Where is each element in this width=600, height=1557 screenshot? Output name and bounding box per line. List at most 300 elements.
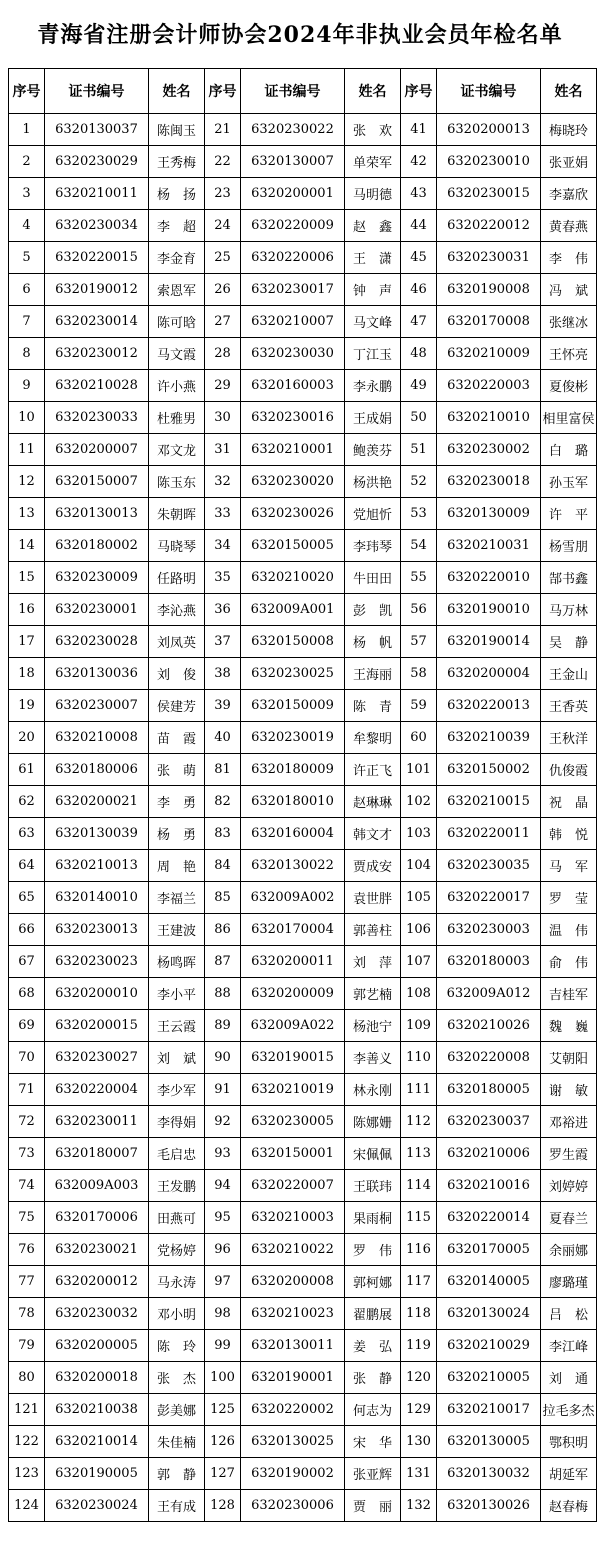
cell-cert-no: 6320230026 xyxy=(241,498,345,530)
cell-name: 索恩军 xyxy=(149,274,205,306)
table-row xyxy=(9,498,597,530)
cell-cert-no: 6320210005 xyxy=(437,1362,541,1394)
cell-name: 罗 伟 xyxy=(345,1234,401,1266)
cell-seq: 51 xyxy=(401,434,437,466)
cell-name: 郭善柱 xyxy=(345,914,401,946)
cell-seq: 108 xyxy=(401,978,437,1010)
cell-name: 孙玉军 xyxy=(541,466,597,498)
cell-seq: 96 xyxy=(205,1234,241,1266)
cell-cert-no: 6320190002 xyxy=(241,1458,345,1490)
cell-seq: 52 xyxy=(401,466,437,498)
cell-name: 鲍羡芬 xyxy=(345,434,401,466)
cell-seq: 61 xyxy=(9,754,45,786)
cell-seq: 101 xyxy=(401,754,437,786)
cell-seq: 50 xyxy=(401,402,437,434)
cell-seq: 126 xyxy=(205,1426,241,1458)
cell-name: 单荣军 xyxy=(345,146,401,178)
cell-name: 钟 声 xyxy=(345,274,401,306)
cell-seq: 14 xyxy=(9,530,45,562)
cell-name: 邓小明 xyxy=(149,1298,205,1330)
cell-cert-no: 6320130039 xyxy=(45,818,149,850)
cell-name: 张 杰 xyxy=(149,1362,205,1394)
cell-seq: 20 xyxy=(9,722,45,754)
cell-seq: 18 xyxy=(9,658,45,690)
cell-seq: 93 xyxy=(205,1138,241,1170)
cell-cert-no: 6320200018 xyxy=(45,1362,149,1394)
cell-name: 刘 斌 xyxy=(149,1042,205,1074)
cell-name: 祝 晶 xyxy=(541,786,597,818)
cell-seq: 103 xyxy=(401,818,437,850)
cell-seq: 82 xyxy=(205,786,241,818)
cell-seq: 15 xyxy=(9,562,45,594)
cell-seq: 130 xyxy=(401,1426,437,1458)
cell-name: 仇俊霞 xyxy=(541,754,597,786)
table-row xyxy=(9,1170,597,1202)
cell-seq: 42 xyxy=(401,146,437,178)
table-row xyxy=(9,914,597,946)
cell-cert-no: 6320230020 xyxy=(241,466,345,498)
cell-name: 白 璐 xyxy=(541,434,597,466)
table-row xyxy=(9,1234,597,1266)
cell-cert-no: 6320180003 xyxy=(437,946,541,978)
cell-seq: 33 xyxy=(205,498,241,530)
cell-cert-no: 6320230022 xyxy=(241,114,345,146)
cell-name: 夏春兰 xyxy=(541,1202,597,1234)
cell-name: 张继冰 xyxy=(541,306,597,338)
table-row xyxy=(9,658,597,690)
cell-cert-no: 6320130011 xyxy=(241,1330,345,1362)
cell-seq: 11 xyxy=(9,434,45,466)
cell-seq: 17 xyxy=(9,626,45,658)
cell-seq: 7 xyxy=(9,306,45,338)
cell-seq: 8 xyxy=(9,338,45,370)
cell-name: 吕 松 xyxy=(541,1298,597,1330)
cell-cert-no: 6320150005 xyxy=(241,530,345,562)
cell-name: 杨雪朋 xyxy=(541,530,597,562)
cell-cert-no: 6320200013 xyxy=(437,114,541,146)
cell-seq: 66 xyxy=(9,914,45,946)
cell-cert-no: 632009A012 xyxy=(437,978,541,1010)
cell-cert-no: 6320130025 xyxy=(241,1426,345,1458)
cell-seq: 115 xyxy=(401,1202,437,1234)
cell-cert-no: 632009A003 xyxy=(45,1170,149,1202)
cell-seq: 28 xyxy=(205,338,241,370)
cell-name: 邓文龙 xyxy=(149,434,205,466)
cell-name: 牛田田 xyxy=(345,562,401,594)
table-row xyxy=(9,402,597,434)
cell-name: 王联玮 xyxy=(345,1170,401,1202)
header-cert-no: 证书编号 xyxy=(241,69,345,114)
cell-seq: 70 xyxy=(9,1042,45,1074)
cell-seq: 76 xyxy=(9,1234,45,1266)
cell-seq: 132 xyxy=(401,1490,437,1522)
cell-cert-no: 6320230031 xyxy=(437,242,541,274)
cell-seq: 100 xyxy=(205,1362,241,1394)
cell-cert-no: 6320230007 xyxy=(45,690,149,722)
cell-cert-no: 6320180002 xyxy=(45,530,149,562)
cell-seq: 102 xyxy=(401,786,437,818)
cell-name: 林永刚 xyxy=(345,1074,401,1106)
cell-cert-no: 6320190008 xyxy=(437,274,541,306)
cell-name: 李江峰 xyxy=(541,1330,597,1362)
cell-seq: 84 xyxy=(205,850,241,882)
cell-cert-no: 6320210019 xyxy=(241,1074,345,1106)
cell-seq: 35 xyxy=(205,562,241,594)
cell-seq: 5 xyxy=(9,242,45,274)
table-row xyxy=(9,1042,597,1074)
cell-seq: 71 xyxy=(9,1074,45,1106)
cell-cert-no: 6320180006 xyxy=(45,754,149,786)
cell-seq: 72 xyxy=(9,1106,45,1138)
cell-name: 谢 敏 xyxy=(541,1074,597,1106)
cell-name: 刘 通 xyxy=(541,1362,597,1394)
table-row xyxy=(9,306,597,338)
cell-seq: 128 xyxy=(205,1490,241,1522)
table-row xyxy=(9,754,597,786)
cell-name: 刘 俊 xyxy=(149,658,205,690)
cell-name: 杨鸣晖 xyxy=(149,946,205,978)
cell-seq: 75 xyxy=(9,1202,45,1234)
cell-name: 李少军 xyxy=(149,1074,205,1106)
table-row xyxy=(9,242,597,274)
cell-seq: 113 xyxy=(401,1138,437,1170)
table-row xyxy=(9,1202,597,1234)
cell-seq: 69 xyxy=(9,1010,45,1042)
cell-cert-no: 6320230014 xyxy=(45,306,149,338)
cell-cert-no: 6320230010 xyxy=(437,146,541,178)
cell-name: 陈 玲 xyxy=(149,1330,205,1362)
table-row xyxy=(9,1490,597,1522)
table-row xyxy=(9,114,597,146)
cell-seq: 23 xyxy=(205,178,241,210)
table-row xyxy=(9,466,597,498)
cell-cert-no: 6320200001 xyxy=(241,178,345,210)
cell-seq: 86 xyxy=(205,914,241,946)
cell-name: 夏俊彬 xyxy=(541,370,597,402)
table-row xyxy=(9,434,597,466)
cell-cert-no: 6320210029 xyxy=(437,1330,541,1362)
cell-cert-no: 6320190012 xyxy=(45,274,149,306)
cell-seq: 48 xyxy=(401,338,437,370)
cell-name: 王 潇 xyxy=(345,242,401,274)
cell-name: 拉毛多杰 xyxy=(541,1394,597,1426)
cell-seq: 83 xyxy=(205,818,241,850)
cell-cert-no: 6320230001 xyxy=(45,594,149,626)
table-row xyxy=(9,882,597,914)
cell-name: 杜雅男 xyxy=(149,402,205,434)
cell-seq: 122 xyxy=(9,1426,45,1458)
cell-cert-no: 6320180007 xyxy=(45,1138,149,1170)
table-row xyxy=(9,1330,597,1362)
cell-name: 彭 凯 xyxy=(345,594,401,626)
cell-seq: 107 xyxy=(401,946,437,978)
cell-cert-no: 6320180005 xyxy=(437,1074,541,1106)
cell-seq: 54 xyxy=(401,530,437,562)
cell-cert-no: 6320150009 xyxy=(241,690,345,722)
cell-name: 李金育 xyxy=(149,242,205,274)
cell-cert-no: 632009A002 xyxy=(241,882,345,914)
cell-seq: 91 xyxy=(205,1074,241,1106)
cell-cert-no: 6320200009 xyxy=(241,978,345,1010)
cell-name: 李玮琴 xyxy=(345,530,401,562)
cell-seq: 88 xyxy=(205,978,241,1010)
cell-name: 陈可晗 xyxy=(149,306,205,338)
cell-cert-no: 6320230034 xyxy=(45,210,149,242)
cell-name: 李永鹏 xyxy=(345,370,401,402)
cell-name: 毛启忠 xyxy=(149,1138,205,1170)
cell-cert-no: 6320210022 xyxy=(241,1234,345,1266)
cell-cert-no: 6320230023 xyxy=(45,946,149,978)
cell-cert-no: 6320170004 xyxy=(241,914,345,946)
cell-name: 王成娟 xyxy=(345,402,401,434)
cell-name: 果雨桐 xyxy=(345,1202,401,1234)
cell-seq: 98 xyxy=(205,1298,241,1330)
cell-name: 马文峰 xyxy=(345,306,401,338)
cell-seq: 1 xyxy=(9,114,45,146)
cell-cert-no: 6320220010 xyxy=(437,562,541,594)
cell-cert-no: 6320210017 xyxy=(437,1394,541,1426)
cell-seq: 30 xyxy=(205,402,241,434)
cell-cert-no: 6320230017 xyxy=(241,274,345,306)
cell-seq: 129 xyxy=(401,1394,437,1426)
cell-cert-no: 6320200015 xyxy=(45,1010,149,1042)
cell-name: 郭 静 xyxy=(149,1458,205,1490)
table-row xyxy=(9,1010,597,1042)
cell-name: 刘 萍 xyxy=(345,946,401,978)
cell-seq: 4 xyxy=(9,210,45,242)
cell-name: 苗 霞 xyxy=(149,722,205,754)
cell-seq: 73 xyxy=(9,1138,45,1170)
cell-seq: 24 xyxy=(205,210,241,242)
cell-cert-no: 6320220006 xyxy=(241,242,345,274)
cell-name: 郜书鑫 xyxy=(541,562,597,594)
cell-seq: 89 xyxy=(205,1010,241,1042)
cell-cert-no: 6320130024 xyxy=(437,1298,541,1330)
cell-cert-no: 6320150001 xyxy=(241,1138,345,1170)
cell-cert-no: 6320220014 xyxy=(437,1202,541,1234)
cell-cert-no: 6320230006 xyxy=(241,1490,345,1522)
cell-name: 马万林 xyxy=(541,594,597,626)
cell-name: 梅晓玲 xyxy=(541,114,597,146)
table-row xyxy=(9,210,597,242)
header-seq: 序号 xyxy=(401,69,437,114)
cell-cert-no: 6320230012 xyxy=(45,338,149,370)
cell-cert-no: 6320130026 xyxy=(437,1490,541,1522)
table-row xyxy=(9,1138,597,1170)
cell-cert-no: 6320150002 xyxy=(437,754,541,786)
cell-cert-no: 6320200004 xyxy=(437,658,541,690)
cell-cert-no: 6320190010 xyxy=(437,594,541,626)
header-seq: 序号 xyxy=(9,69,45,114)
cell-cert-no: 6320230002 xyxy=(437,434,541,466)
cell-seq: 65 xyxy=(9,882,45,914)
cell-name: 侯建芳 xyxy=(149,690,205,722)
cell-name: 杨 帆 xyxy=(345,626,401,658)
cell-cert-no: 6320210016 xyxy=(437,1170,541,1202)
header-name: 姓名 xyxy=(541,69,597,114)
table-row xyxy=(9,1458,597,1490)
cell-cert-no: 6320180010 xyxy=(241,786,345,818)
cell-cert-no: 6320230003 xyxy=(437,914,541,946)
cell-cert-no: 6320230033 xyxy=(45,402,149,434)
cell-seq: 41 xyxy=(401,114,437,146)
cell-name: 王建波 xyxy=(149,914,205,946)
cell-cert-no: 6320210011 xyxy=(45,178,149,210)
cell-cert-no: 6320230018 xyxy=(437,466,541,498)
table-row xyxy=(9,818,597,850)
cell-name: 刘婷婷 xyxy=(541,1170,597,1202)
cell-seq: 22 xyxy=(205,146,241,178)
member-roster-table xyxy=(8,68,597,1522)
cell-name: 李善义 xyxy=(345,1042,401,1074)
table-row xyxy=(9,978,597,1010)
cell-cert-no: 6320190015 xyxy=(241,1042,345,1074)
cell-seq: 92 xyxy=(205,1106,241,1138)
cell-name: 冯 斌 xyxy=(541,274,597,306)
table-row xyxy=(9,1394,597,1426)
cell-cert-no: 6320230015 xyxy=(437,178,541,210)
cell-cert-no: 6320220002 xyxy=(241,1394,345,1426)
cell-name: 王云霞 xyxy=(149,1010,205,1042)
cell-name: 许 平 xyxy=(541,498,597,530)
cell-name: 丁江玉 xyxy=(345,338,401,370)
cell-seq: 67 xyxy=(9,946,45,978)
cell-cert-no: 6320160003 xyxy=(241,370,345,402)
cell-seq: 57 xyxy=(401,626,437,658)
cell-seq: 90 xyxy=(205,1042,241,1074)
table-row xyxy=(9,178,597,210)
cell-name: 罗 莹 xyxy=(541,882,597,914)
cell-name: 余丽娜 xyxy=(541,1234,597,1266)
table-row xyxy=(9,690,597,722)
cell-cert-no: 6320200010 xyxy=(45,978,149,1010)
cell-seq: 12 xyxy=(9,466,45,498)
cell-seq: 81 xyxy=(205,754,241,786)
cell-seq: 110 xyxy=(401,1042,437,1074)
cell-seq: 2 xyxy=(9,146,45,178)
cell-name: 王怀亮 xyxy=(541,338,597,370)
cell-cert-no: 6320130037 xyxy=(45,114,149,146)
cell-name: 相里富侯 xyxy=(541,402,597,434)
table-row xyxy=(9,1106,597,1138)
cell-seq: 58 xyxy=(401,658,437,690)
cell-seq: 38 xyxy=(205,658,241,690)
cell-seq: 26 xyxy=(205,274,241,306)
cell-seq: 74 xyxy=(9,1170,45,1202)
cell-name: 任路明 xyxy=(149,562,205,594)
cell-name: 王金山 xyxy=(541,658,597,690)
cell-name: 郭柯娜 xyxy=(345,1266,401,1298)
cell-seq: 85 xyxy=(205,882,241,914)
cell-seq: 27 xyxy=(205,306,241,338)
cell-cert-no: 6320210026 xyxy=(437,1010,541,1042)
cell-cert-no: 6320130032 xyxy=(437,1458,541,1490)
cell-name: 李 伟 xyxy=(541,242,597,274)
cell-name: 王秋洋 xyxy=(541,722,597,754)
table-row xyxy=(9,1074,597,1106)
cell-name: 王有成 xyxy=(149,1490,205,1522)
cell-seq: 32 xyxy=(205,466,241,498)
cell-name: 李嘉欣 xyxy=(541,178,597,210)
cell-name: 何志为 xyxy=(345,1394,401,1426)
cell-cert-no: 6320170008 xyxy=(437,306,541,338)
cell-name: 党杨婷 xyxy=(149,1234,205,1266)
cell-seq: 19 xyxy=(9,690,45,722)
header-row xyxy=(9,69,597,114)
cell-name: 杨 勇 xyxy=(149,818,205,850)
cell-seq: 43 xyxy=(401,178,437,210)
cell-cert-no: 632009A022 xyxy=(241,1010,345,1042)
table-row xyxy=(9,146,597,178)
cell-name: 马明德 xyxy=(345,178,401,210)
cell-cert-no: 6320210015 xyxy=(437,786,541,818)
cell-name: 郭艺楠 xyxy=(345,978,401,1010)
cell-cert-no: 6320230005 xyxy=(241,1106,345,1138)
cell-cert-no: 6320230032 xyxy=(45,1298,149,1330)
cell-cert-no: 6320210039 xyxy=(437,722,541,754)
cell-cert-no: 6320230011 xyxy=(45,1106,149,1138)
cell-cert-no: 6320230019 xyxy=(241,722,345,754)
cell-name: 牟黎明 xyxy=(345,722,401,754)
cell-name: 张 萌 xyxy=(149,754,205,786)
cell-seq: 106 xyxy=(401,914,437,946)
cell-name: 胡延军 xyxy=(541,1458,597,1490)
cell-cert-no: 6320150008 xyxy=(241,626,345,658)
cell-cert-no: 6320130007 xyxy=(241,146,345,178)
cell-name: 廖璐瑾 xyxy=(541,1266,597,1298)
cell-seq: 56 xyxy=(401,594,437,626)
cell-cert-no: 6320230028 xyxy=(45,626,149,658)
cell-cert-no: 6320140010 xyxy=(45,882,149,914)
cell-seq: 44 xyxy=(401,210,437,242)
cell-name: 王发鹏 xyxy=(149,1170,205,1202)
cell-seq: 63 xyxy=(9,818,45,850)
cell-cert-no: 6320220017 xyxy=(437,882,541,914)
cell-cert-no: 6320210010 xyxy=(437,402,541,434)
table-row xyxy=(9,370,597,402)
cell-seq: 77 xyxy=(9,1266,45,1298)
cell-name: 王秀梅 xyxy=(149,146,205,178)
cell-seq: 120 xyxy=(401,1362,437,1394)
cell-cert-no: 6320130036 xyxy=(45,658,149,690)
header-name: 姓名 xyxy=(149,69,205,114)
document-title: 青海省注册会计师协会2024年非执业会员年检名单 xyxy=(37,21,563,48)
cell-cert-no: 6320200011 xyxy=(241,946,345,978)
cell-name: 许小燕 xyxy=(149,370,205,402)
cell-cert-no: 6320200005 xyxy=(45,1330,149,1362)
cell-seq: 10 xyxy=(9,402,45,434)
cell-name: 许正飞 xyxy=(345,754,401,786)
cell-seq: 13 xyxy=(9,498,45,530)
cell-name: 温 伟 xyxy=(541,914,597,946)
cell-name: 艾朝阳 xyxy=(541,1042,597,1074)
cell-name: 田燕可 xyxy=(149,1202,205,1234)
cell-cert-no: 6320210003 xyxy=(241,1202,345,1234)
cell-seq: 55 xyxy=(401,562,437,594)
cell-name: 俞 伟 xyxy=(541,946,597,978)
cell-seq: 39 xyxy=(205,690,241,722)
cell-seq: 31 xyxy=(205,434,241,466)
cell-seq: 29 xyxy=(205,370,241,402)
cell-name: 杨池宁 xyxy=(345,1010,401,1042)
cell-name: 吉桂军 xyxy=(541,978,597,1010)
cell-cert-no: 6320130022 xyxy=(241,850,345,882)
cell-cert-no: 6320230016 xyxy=(241,402,345,434)
cell-cert-no: 6320210038 xyxy=(45,1394,149,1426)
cell-seq: 97 xyxy=(205,1266,241,1298)
cell-cert-no: 632009A001 xyxy=(241,594,345,626)
cell-cert-no: 6320130005 xyxy=(437,1426,541,1458)
